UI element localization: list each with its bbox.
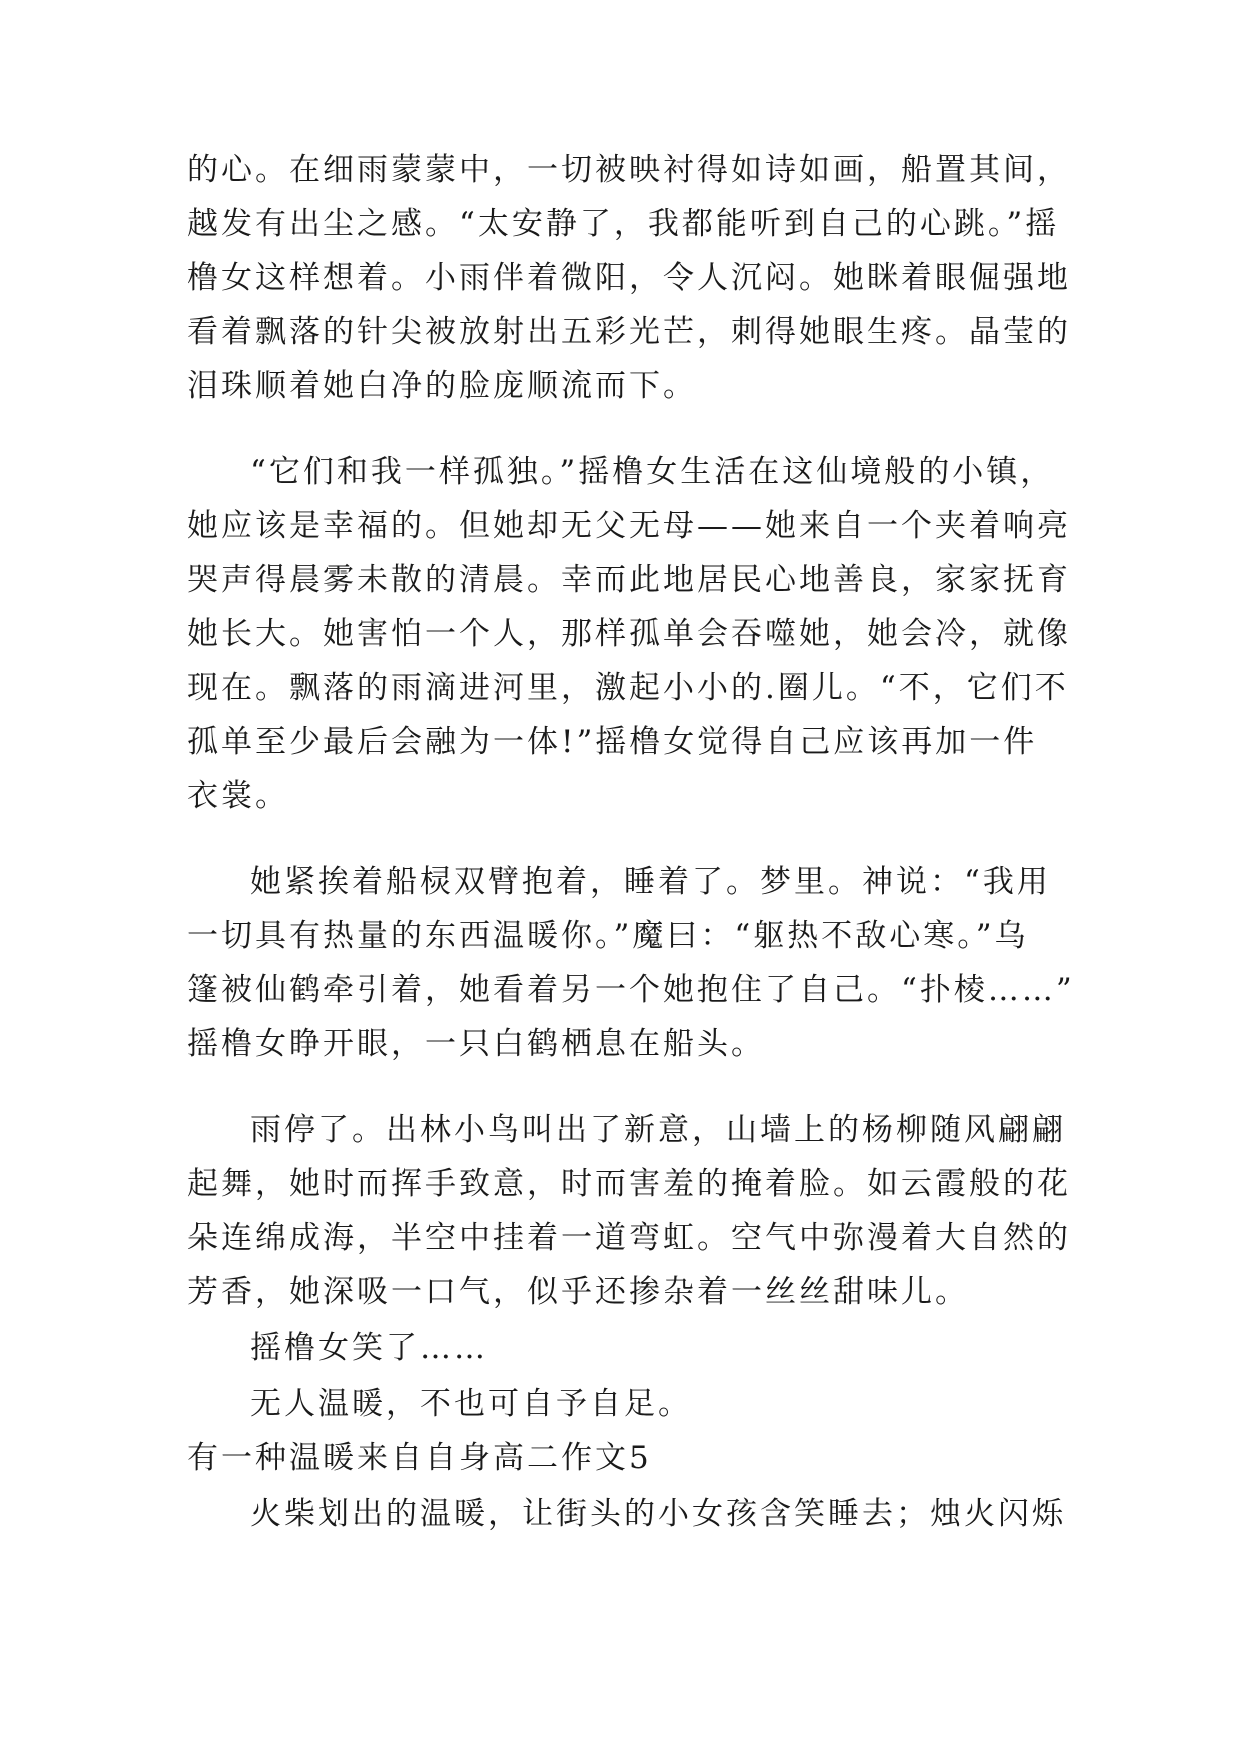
- text-line: 朵连绵成海，半空中挂着一道弯虹。空气中弥漫着大自然的: [187, 1220, 1071, 1256]
- text-line: 她紧挨着船棂双臂抱着，睡着了。梦里。神说：“我用: [250, 864, 1051, 900]
- text-line: 起舞，她时而挥手致意，时而害羞的掩着脸。如云霞般的花: [187, 1166, 1071, 1202]
- text-line: 摇橹女笑了……: [250, 1330, 488, 1366]
- text-line: 橹女这样想着。小雨伴着微阳，令人沉闷。她眯着眼倔强地: [187, 260, 1071, 296]
- text-line: 现在。飘落的雨滴进河里，激起小小的.圈儿。“不，它们不: [187, 670, 1069, 706]
- text-line: “它们和我一样孤独。”摇橹女生活在这仙境般的小镇，: [250, 454, 1055, 490]
- text-line: 看着飘落的针尖被放射出五彩光芒，刺得她眼生疼。晶莹的: [187, 314, 1071, 350]
- text-line: 篷被仙鹤牵引着，她看着另一个她抱住了自己。“扑棱……”: [187, 972, 1075, 1008]
- text-line: 芳香，她深吸一口气，似乎还掺杂着一丝丝甜味儿。: [187, 1274, 969, 1310]
- text-line: 越发有出尘之感。“太安静了，我都能听到自己的心跳。”摇: [187, 206, 1060, 242]
- text-line: 的心。在细雨蒙蒙中，一切被映衬得如诗如画，船置其间，: [187, 152, 1071, 188]
- text-line: 泪珠顺着她白净的脸庞顺流而下。: [187, 368, 697, 404]
- text-line: 她应该是幸福的。但她却无父无母——她来自一个夹着响亮: [187, 508, 1071, 544]
- text-line: 她长大。她害怕一个人，那样孤单会吞噬她，她会冷，就像: [187, 616, 1071, 652]
- text-line: 哭声得晨雾未散的清晨。幸而此地居民心地善良，家家抚育: [187, 562, 1071, 598]
- text-line: 孤单至少最后会融为一体!”摇橹女觉得自己应该再加一件: [187, 724, 1038, 760]
- section-heading: 有一种温暖来自自身高二作文5: [187, 1440, 652, 1476]
- text-line: 一切具有热量的东西温暖你。”魔曰：“躯热不敌心寒。”乌: [187, 918, 1029, 954]
- text-line: 摇橹女睁开眼，一只白鹤栖息在船头。: [187, 1026, 765, 1062]
- text-line: 火柴划出的温暖，让街头的小女孩含笑睡去；烛火闪烁: [250, 1496, 1066, 1532]
- text-line: 衣裳。: [187, 778, 289, 814]
- text-line: 无人温暖，不也可自予自足。: [250, 1386, 692, 1422]
- text-line: 雨停了。出林小鸟叫出了新意，山墙上的杨柳随风翩翩: [250, 1112, 1066, 1148]
